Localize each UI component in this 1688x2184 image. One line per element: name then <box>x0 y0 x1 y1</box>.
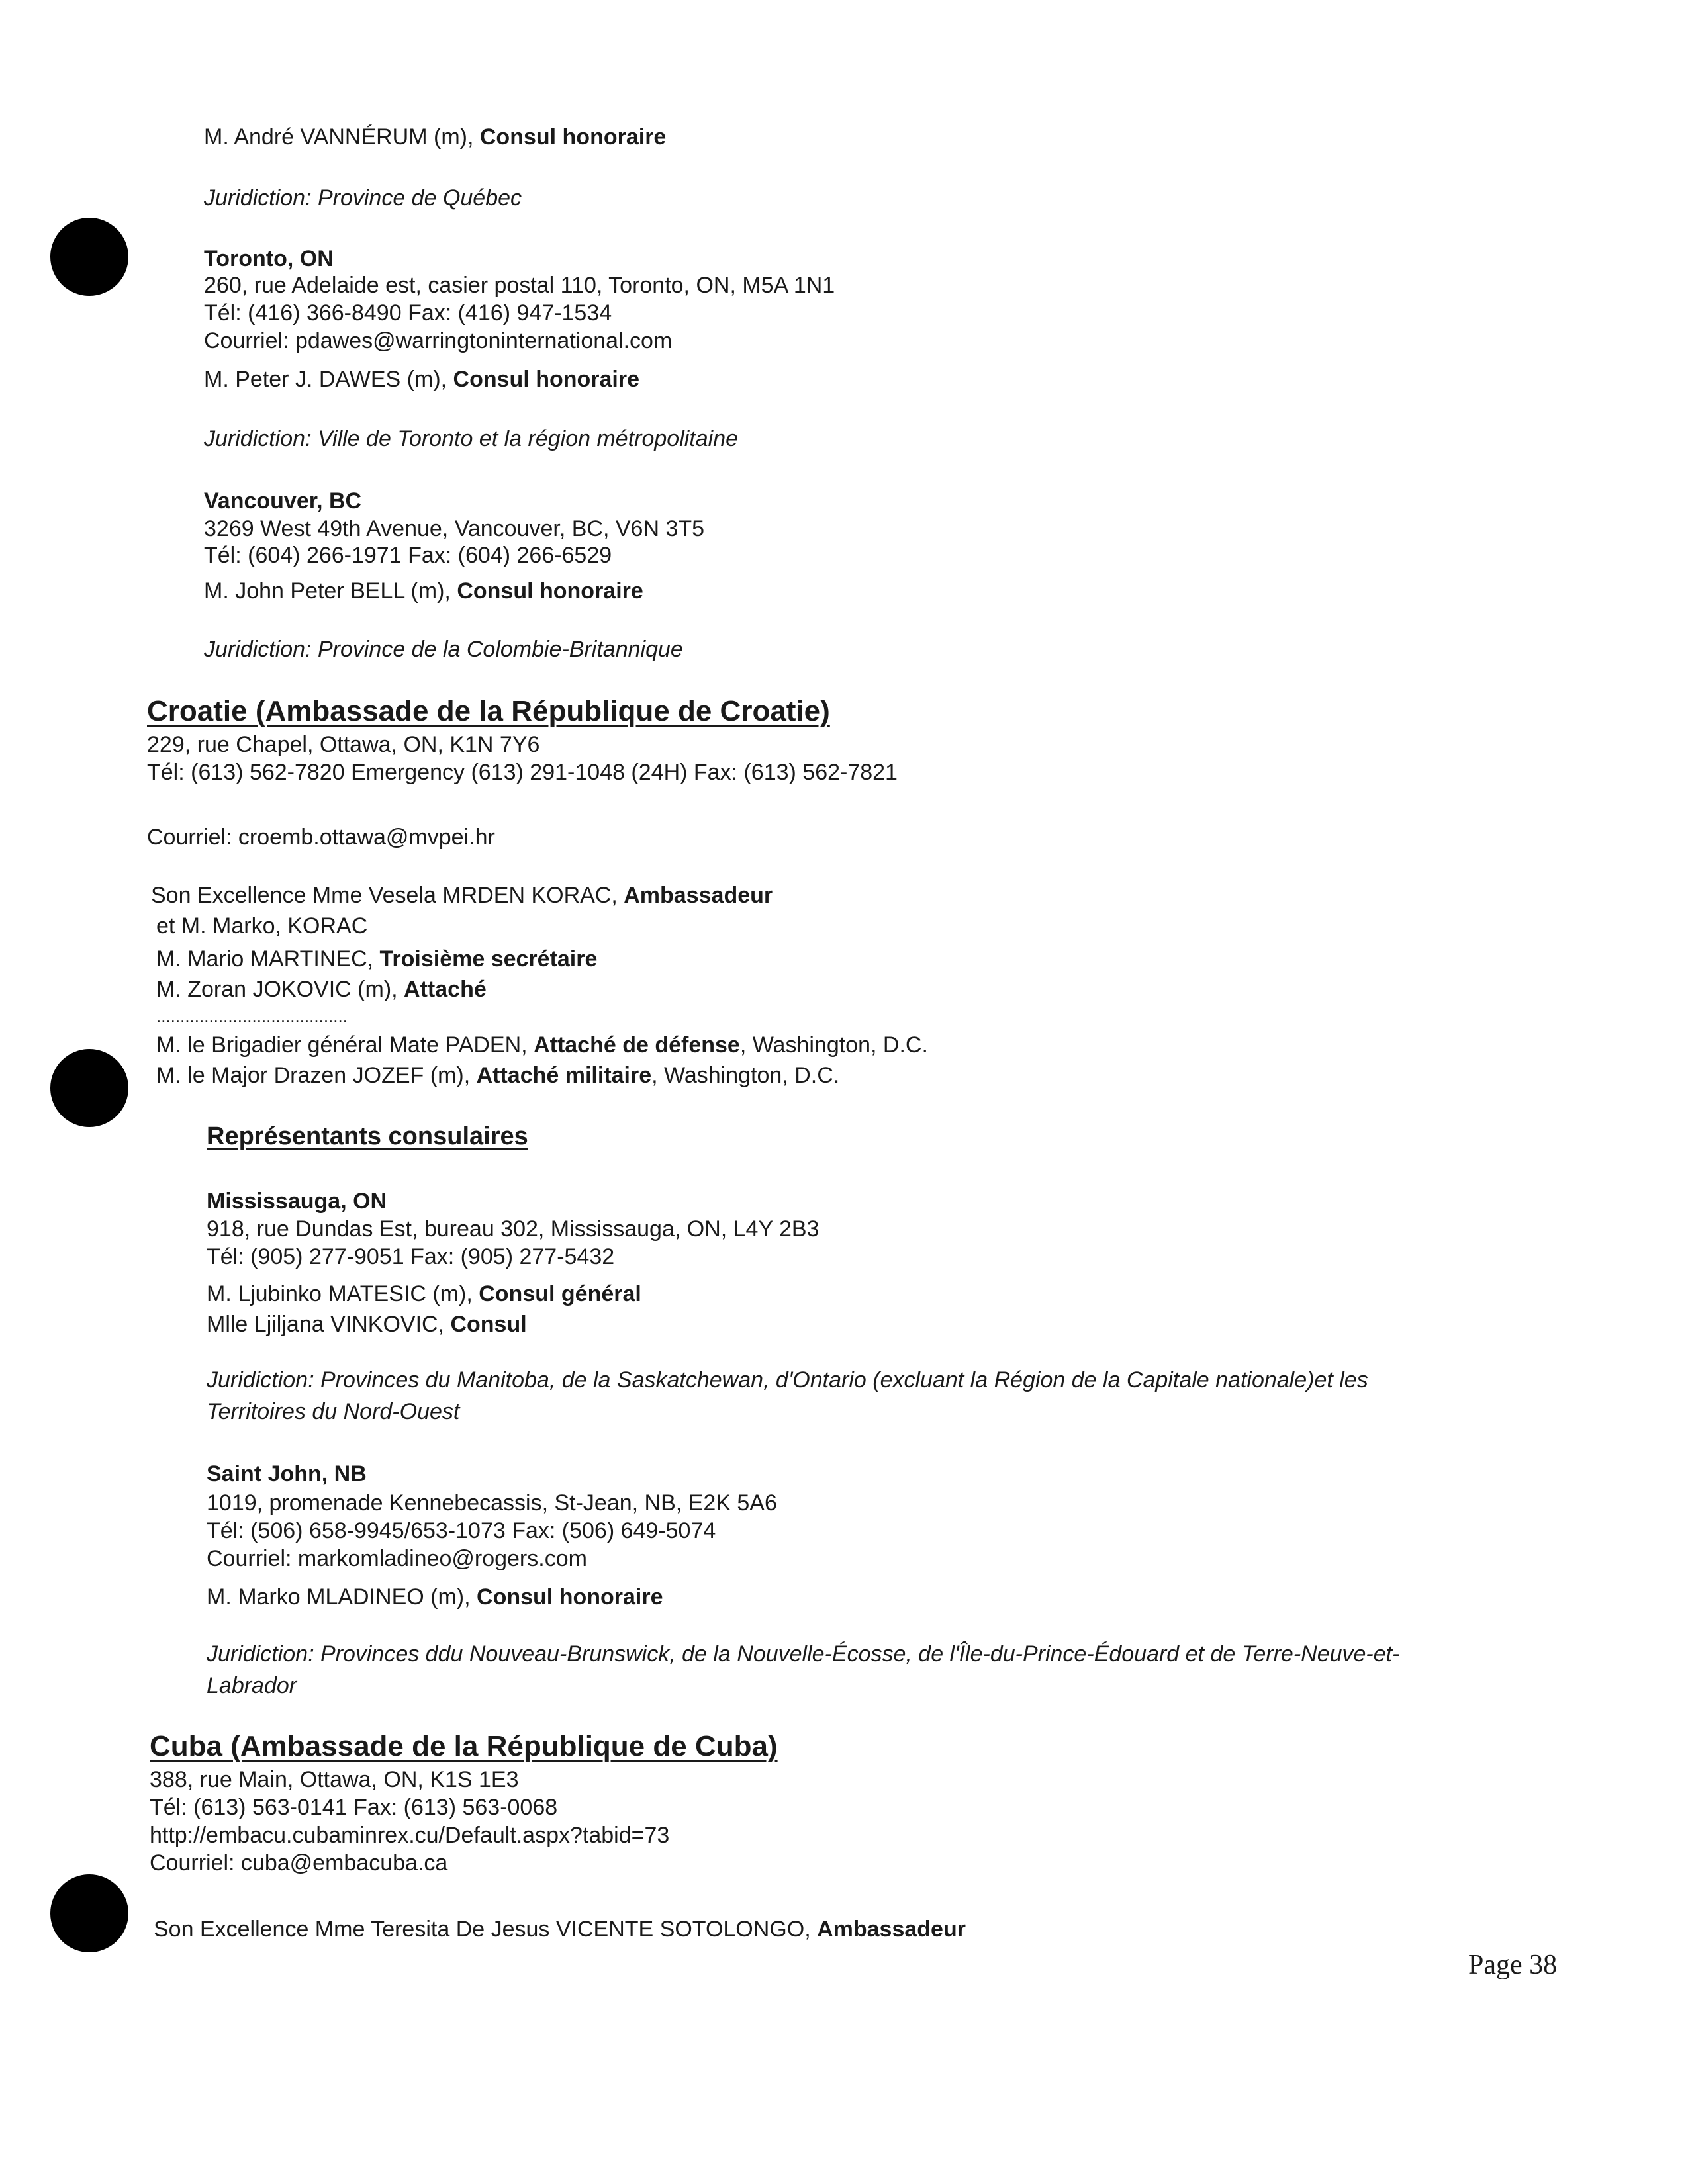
croatia-phone: Tél: (613) 562-7820 Emergency (613) 291-1048 (24H) Fax: (613) 562-7821 <box>147 760 898 785</box>
vancouver-jurisdiction: Juridiction: Province de la Colombie-Britannique <box>204 637 683 662</box>
mississauga-jurisdiction-line2: Territoires du Nord-Ouest <box>207 1399 460 1424</box>
toronto-city: Toronto, ON <box>204 246 334 271</box>
croatia-staff-attache: M. Zoran JOKOVIC (m), Attaché <box>156 977 487 1002</box>
cuba-ambassador: Son Excellence Mme Teresita De Jesus VICENTE SOTOLONGO, Ambassadeur <box>154 1917 966 1942</box>
croatia-military-attache: M. le Major Drazen JOZEF (m), Attaché militaire, Washington, D.C. <box>156 1063 840 1088</box>
croatia-heading: Croatie (Ambassade de la République de Croatie) <box>147 695 830 727</box>
punch-hole-top <box>50 218 128 296</box>
punch-hole-bottom <box>50 1874 128 1952</box>
cuba-heading: Cuba (Ambassade de la République de Cuba) <box>150 1730 778 1762</box>
saint-john-phone: Tél: (506) 658-9945/653-1073 Fax: (506) 649-5074 <box>207 1518 716 1543</box>
cuba-address: 388, rue Main, Ottawa, ON, K1S 1E3 <box>150 1767 519 1792</box>
saint-john-jurisdiction-line1: Juridiction: Provinces ddu Nouveau-Brunswick, de la Nouvelle-Écosse, de l'Île-du-Prince-Édouard et de Terre-Neuve-et- <box>207 1641 1400 1666</box>
vancouver-address: 3269 West 49th Avenue, Vancouver, BC, V6N 3T5 <box>204 516 705 541</box>
cuba-phone: Tél: (613) 563-0141 Fax: (613) 563-0068 <box>150 1795 558 1820</box>
cuba-url: http://embacu.cubaminrex.cu/Default.aspx?tabid=73 <box>150 1823 670 1848</box>
vancouver-phone: Tél: (604) 266-1971 Fax: (604) 266-6529 <box>204 543 612 568</box>
toronto-jurisdiction: Juridiction: Ville de Toronto et la région métropolitaine <box>204 426 739 451</box>
croatia-staff-spouse: et M. Marko, KORAC <box>156 913 368 938</box>
croatia-address: 229, rue Chapel, Ottawa, ON, K1N 7Y6 <box>147 732 540 757</box>
vancouver-city: Vancouver, BC <box>204 488 362 514</box>
mississauga-phone: Tél: (905) 277-9051 Fax: (905) 277-5432 <box>207 1244 615 1269</box>
mississauga-consul-general: M. Ljubinko MATESIC (m), Consul général <box>207 1281 641 1306</box>
mississauga-jurisdiction-line1: Juridiction: Provinces du Manitoba, de la Saskatchewan, d'Ontario (excluant la Région de la Capitale nationale)et les <box>207 1367 1368 1392</box>
croatia-staff-ambassador: Son Excellence Mme Vesela MRDEN KORAC, Ambassadeur <box>151 883 773 908</box>
mississauga-city: Mississauga, ON <box>207 1189 387 1214</box>
toronto-phone: Tél: (416) 366-8490 Fax: (416) 947-1534 <box>204 300 612 326</box>
saint-john-address: 1019, promenade Kennebecassis, St-Jean, NB, E2K 5A6 <box>207 1490 777 1516</box>
saint-john-jurisdiction-line2: Labrador <box>207 1673 297 1698</box>
croatia-defense-attache: M. le Brigadier général Mate PADEN, Attaché de défense, Washington, D.C. <box>156 1032 928 1058</box>
saint-john-city: Saint John, NB <box>207 1461 367 1486</box>
toronto-person: M. Peter J. DAWES (m), Consul honoraire <box>204 367 640 392</box>
saint-john-email: Courriel: markomladineo@rogers.com <box>207 1546 587 1571</box>
croatia-separator: ........................................ <box>156 1006 348 1026</box>
croatia-email: Courriel: croemb.ottawa@mvpei.hr <box>147 825 495 850</box>
cuba-email: Courriel: cuba@embacuba.ca <box>150 1850 448 1876</box>
mississauga-address: 918, rue Dundas Est, bureau 302, Mississauga, ON, L4Y 2B3 <box>207 1216 820 1242</box>
vannerum-jurisdiction: Juridiction: Province de Québec <box>204 185 522 210</box>
saint-john-person: M. Marko MLADINEO (m), Consul honoraire <box>207 1584 663 1610</box>
toronto-email: Courriel: pdawes@warringtoninternational.com <box>204 328 673 353</box>
vannerum-line: M. André VANNÉRUM (m), Consul honoraire <box>204 124 667 150</box>
mississauga-consul: Mlle Ljiljana VINKOVIC, Consul <box>207 1312 527 1337</box>
vancouver-person: M. John Peter BELL (m), Consul honoraire <box>204 578 643 604</box>
page-number: Page 38 <box>1468 1950 1558 1980</box>
croatia-staff-secretary: M. Mario MARTINEC, Troisième secrétaire <box>156 946 598 972</box>
croatia-consular-heading: Représentants consulaires <box>207 1122 528 1150</box>
punch-hole-middle <box>50 1049 128 1127</box>
toronto-address: 260, rue Adelaide est, casier postal 110, Toronto, ON, M5A 1N1 <box>204 273 835 298</box>
